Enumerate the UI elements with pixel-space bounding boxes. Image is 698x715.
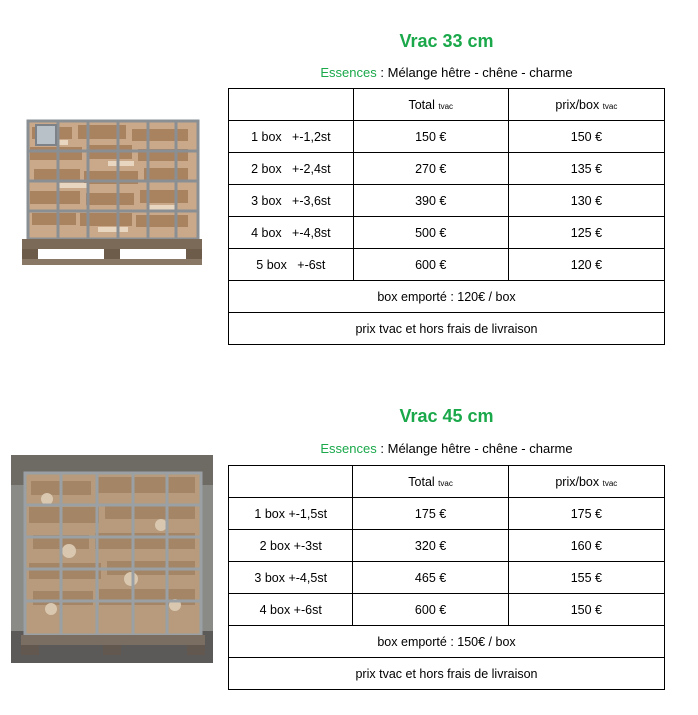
note-tvac: prix tvac et hors frais de livraison <box>229 658 665 690</box>
row-label: 3 box +-4,5st <box>229 562 353 594</box>
note-row-tvac <box>229 658 665 690</box>
row-total: 465 € <box>353 562 508 594</box>
row-total: 175 € <box>353 498 508 530</box>
table-row <box>229 185 665 217</box>
row-total: 600 € <box>353 594 508 626</box>
row-label: 4 box +-6st <box>229 594 353 626</box>
note-emporte: box emporté : 150€ / box <box>229 626 665 658</box>
row-per-box: 125 € <box>508 217 664 249</box>
essences-separator: : <box>376 441 388 456</box>
note-row-emporte <box>229 281 665 313</box>
header-cell-per-box <box>508 89 664 121</box>
note-row-emporte <box>229 626 665 658</box>
note-emporte: box emporté : 120€ / box <box>229 281 665 313</box>
essences-line <box>228 65 665 80</box>
table-row <box>229 594 665 626</box>
header-cell-total <box>353 89 508 121</box>
essences-value: Mélange hêtre - chêne - charme <box>387 65 573 80</box>
row-total: 320 € <box>353 530 508 562</box>
table-row <box>229 217 665 249</box>
header-total-suffix: tvac <box>438 101 454 111</box>
note-tvac: prix tvac et hors frais de livraison <box>229 313 665 345</box>
table-row <box>229 121 665 153</box>
row-total: 390 € <box>353 185 508 217</box>
essences-value: Mélange hêtre - chêne - charme <box>387 441 573 456</box>
row-per-box: 150 € <box>508 121 664 153</box>
header-per-box-suffix: tvac <box>602 478 618 488</box>
row-per-box: 135 € <box>508 153 664 185</box>
row-per-box: 160 € <box>508 530 664 562</box>
table-header-row <box>229 89 665 121</box>
price-table-45 <box>228 465 665 690</box>
header-per-box-label: prix/box <box>555 474 600 489</box>
essences-separator: : <box>376 65 388 80</box>
table-row <box>229 249 665 281</box>
row-per-box: 155 € <box>508 562 664 594</box>
row-total: 150 € <box>353 121 508 153</box>
row-label: 2 box +-2,4st <box>229 153 354 185</box>
row-per-box: 120 € <box>508 249 664 281</box>
row-label: 5 box +-6st <box>229 249 354 281</box>
header-per-box-suffix: tvac <box>602 101 618 111</box>
header-cell-per-box <box>508 466 664 498</box>
row-label: 1 box +-1,2st <box>229 121 354 153</box>
row-per-box: 130 € <box>508 185 664 217</box>
row-total: 500 € <box>353 217 508 249</box>
header-cell-total <box>353 466 508 498</box>
note-row-tvac <box>229 313 665 345</box>
header-cell-empty <box>229 466 353 498</box>
row-label: 2 box +-3st <box>229 530 353 562</box>
section-title: Vrac 33 cm <box>399 31 494 51</box>
section-title: Vrac 45 cm <box>399 406 494 426</box>
table-row <box>229 562 665 594</box>
row-label: 4 box +-4,8st <box>229 217 354 249</box>
essences-label: Essences <box>320 65 377 80</box>
header-total-label: Total <box>408 474 435 489</box>
essences-label: Essences <box>320 441 377 456</box>
table-row <box>229 530 665 562</box>
essences-line <box>228 441 665 456</box>
row-per-box: 150 € <box>508 594 664 626</box>
header-total-label: Total <box>408 97 435 112</box>
header-per-box-label: prix/box <box>555 97 600 112</box>
header-cell-empty <box>229 89 354 121</box>
firewood-crate-33-photo <box>18 113 206 271</box>
row-label: 3 box +-3,6st <box>229 185 354 217</box>
header-total-suffix: tvac <box>438 478 453 488</box>
firewood-crate-45-photo <box>11 455 213 663</box>
row-per-box: 175 € <box>508 498 664 530</box>
price-table-33 <box>228 88 665 345</box>
row-total: 600 € <box>353 249 508 281</box>
row-label: 1 box +-1,5st <box>229 498 353 530</box>
row-total: 270 € <box>353 153 508 185</box>
table-header-row <box>229 466 665 498</box>
table-row <box>229 153 665 185</box>
table-row <box>229 498 665 530</box>
